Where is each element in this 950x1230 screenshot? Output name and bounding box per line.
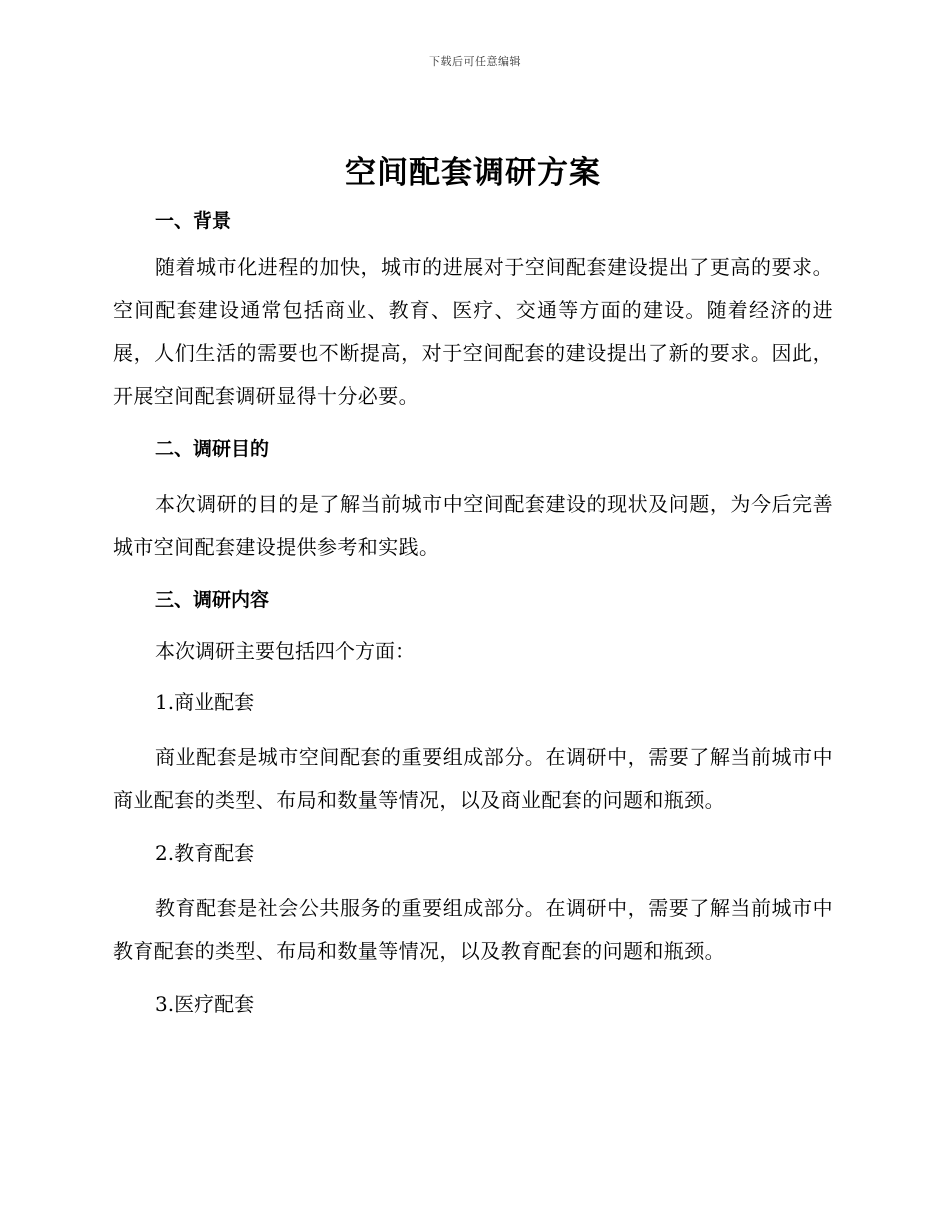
- document-body: [113, 150, 833, 1021]
- content-intro: 本次调研主要包括四个方面：: [155, 639, 415, 663]
- item-title-commercial: 1.商业配套: [155, 690, 255, 714]
- section-heading-content: 三、调研内容: [155, 589, 270, 611]
- item-paragraph-commercial: 商业配套是城市空间配套的重要组成部分。在调研中，需要了解当前城市中商业配套的类型、布局和数量等情况，以及商业配套的问题和瓶颈。: [113, 745, 833, 812]
- item-paragraph-education: 教育配套是社会公共服务的重要组成部分。在调研中，需要了解当前城市中教育配套的类型、布局和数量等情况，以及教育配套的问题和瓶颈。: [113, 896, 833, 963]
- background-paragraph: 随着城市化进程的加快，城市的进展对于空间配套建设提出了更高的要求。空间配套建设通常包括商业、教育、医疗、交通等方面的建设。随着经济的进展，人们生活的需要也不断提高，对于空间配套的建设提出了新的要求。因此，开展空间配套调研显得十分必要。: [113, 255, 833, 408]
- purpose-paragraph: 本次调研的目的是了解当前城市中空间配套建设的现状及问题，为今后完善城市空间配套建设提供参考和实践。: [113, 492, 833, 559]
- item-title-medical: 3.医疗配套: [155, 992, 255, 1016]
- section-heading-background: 一、背景: [155, 210, 232, 232]
- header-note: 下载后可任意编辑: [429, 55, 521, 68]
- section-heading-purpose: 二、调研目的: [155, 438, 270, 460]
- page-title: 空间配套调研方案: [345, 155, 601, 191]
- item-title-education: 2.教育配套: [155, 841, 255, 865]
